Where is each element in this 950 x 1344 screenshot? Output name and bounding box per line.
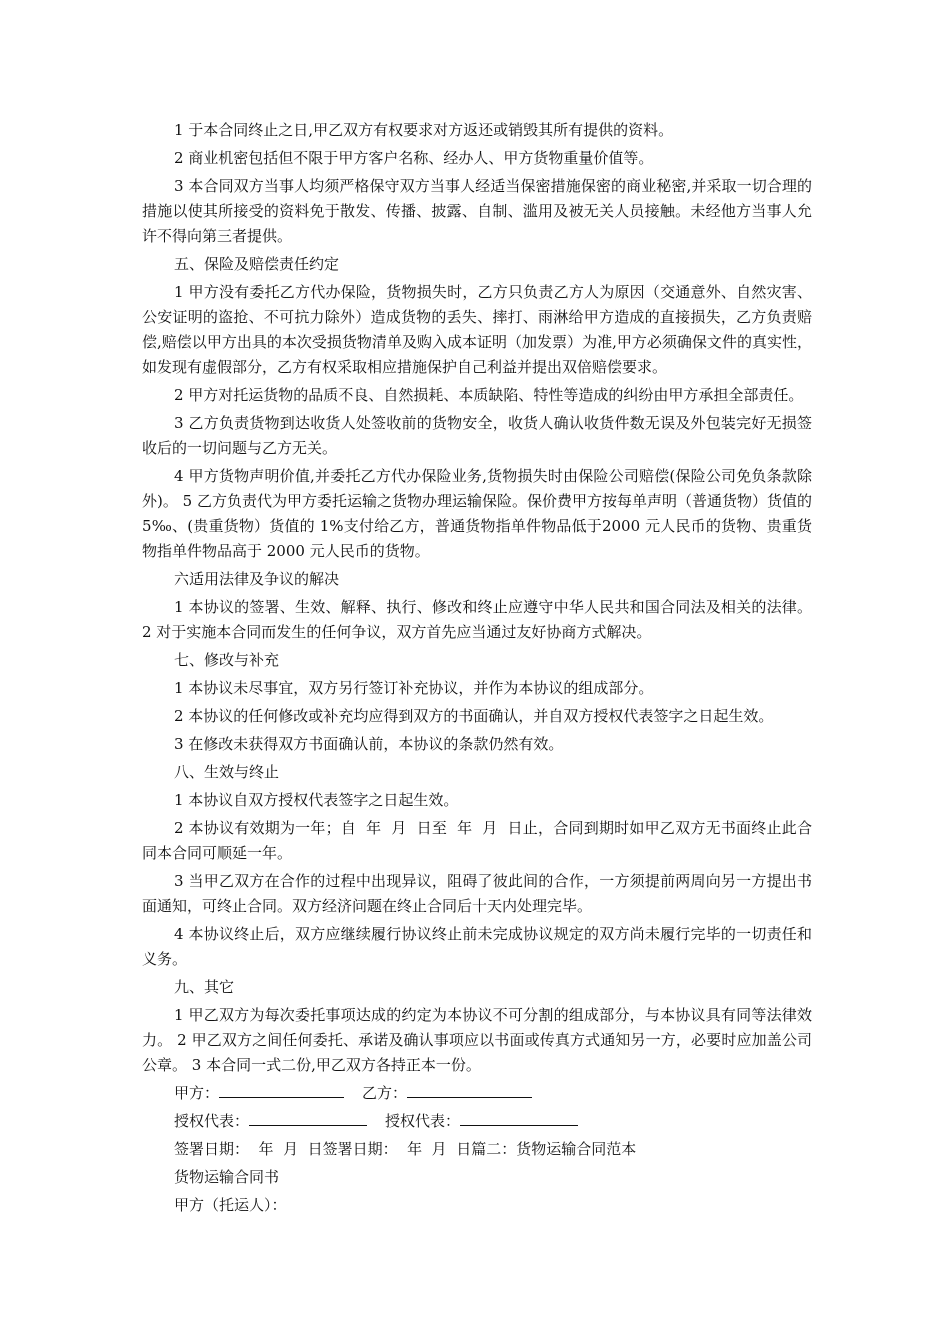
clause-paragraph: 4 本协议终止后，双方应继续履行协议终止前未完成协议规定的双方尚未履行完毕的一切责任和义务。 <box>142 925 812 968</box>
clause-paragraph: 4 甲方货物声明价值,并委托乙方代办保险业务,货物损失时由保险公司赔偿(保险公司免负条款除外)。 5 乙方负责代为甲方委托运输之货物办理运输保险。保价费甲方按每单声明（普通货物）货值的 5‰、(贵重货物）货值的 1%支付给乙方，普通货物指单件物品低于2000 元人民币的货物、贵重货物指单件物品高于 2000 元人民币的货物。 <box>142 467 817 560</box>
auth-rep-a-blank <box>249 1109 367 1126</box>
clause-paragraph: 1 本协议自双方授权代表签字之日起生效。 <box>174 791 459 809</box>
auth-rep-b-blank <box>460 1109 578 1126</box>
clause-paragraph: 2 商业机密包括但不限于甲方客户名称、经办人、甲方货物重量价值等。 <box>174 149 654 167</box>
party-a-label: 甲方： <box>174 1084 220 1102</box>
party-b-blank <box>407 1081 532 1098</box>
document-page <box>142 118 817 1221</box>
clause-paragraph: 1 甲方没有委托乙方代办保险，货物损失时，乙方只负责乙方人为原因（交通意外、自然灾害、公安证明的盗抢、不可抗力除外）造成货物的丢失、摔打、雨淋给甲方造成的直接损失，乙方负责赔偿,赔偿以甲方出具的本次受损货物清单及购入成本证明（加发票）为准,甲方必须确保文件的真实性，如发现有虚假部分，乙方有权采取相应措施保护自己利益并提出双倍赔偿要求。 <box>142 283 812 376</box>
clause-paragraph: 3 当甲乙双方在合作的过程中出现异议，阻碍了彼此间的合作，一方须提前两周向另一方提出书面通知，可终止合同。双方经济问题在终止合同后十天内处理完毕。 <box>142 872 812 915</box>
section-heading: 六适用法律及争议的解决 <box>174 570 340 588</box>
auth-rep-a-label: 授权代表： <box>174 1112 250 1130</box>
auth-rep-b-label: 授权代表： <box>385 1112 461 1130</box>
contract-body <box>142 118 817 1078</box>
clause-paragraph: 2 甲方对托运货物的品质不良、自然损耗、本质缺陷、特性等造成的纠纷由甲方承担全部责任。 <box>174 386 804 404</box>
clause-paragraph: 1 本协议的签署、生效、解释、执行、修改和终止应遵守中华人民共和国合同法及相关的法律。 2 对于实施本合同而发生的任何争议，双方首先应当通过友好协商方式解决。 <box>142 598 817 641</box>
section-heading: 五、保险及赔偿责任约定 <box>174 255 340 273</box>
party-signature-row <box>142 1081 812 1106</box>
clause-paragraph: 1 于本合同终止之日,甲乙双方有权要求对方返还或销毁其所有提供的资料。 <box>174 121 674 139</box>
clause-paragraph: 2 本协议有效期为一年；自 年 月 日至 年 月 日止，合同到期时如甲乙双方无书面终止此合同本合同可顺延一年。 <box>142 819 812 862</box>
section-heading: 七、修改与补充 <box>174 651 280 669</box>
clause-paragraph: 3 在修改未获得双方书面确认前，本协议的条款仍然有效。 <box>174 735 564 753</box>
section-heading: 八、生效与终止 <box>174 763 280 781</box>
shipper-label: 甲方（托运人）： <box>174 1196 287 1214</box>
clause-paragraph: 2 本协议的任何修改或补充均应得到双方的书面确认，并自双方授权代表签字之日起生效。 <box>174 707 774 725</box>
sign-date-line: 签署日期： 年 月 日签署日期： 年 月 日篇二：货物运输合同范本 <box>174 1140 637 1158</box>
clause-paragraph: 3 乙方负责货物到达收货人处签收前的货物安全，收货人确认收货件数无误及外包装完好无损签收后的一切问题与乙方无关。 <box>142 414 812 457</box>
auth-rep-row <box>142 1109 812 1134</box>
contract-title: 货物运输合同书 <box>174 1168 280 1186</box>
section-heading: 九、其它 <box>174 978 235 996</box>
party-b-label: 乙方： <box>362 1084 408 1102</box>
party-a-blank <box>219 1081 344 1098</box>
clause-paragraph: 1 本协议未尽事宜，双方另行签订补充协议，并作为本协议的组成部分。 <box>174 679 654 697</box>
clause-paragraph: 1 甲乙双方为每次委托事项达成的约定为本协议不可分割的组成部分，与本协议具有同等法律效力。 2 甲乙双方之间任何委托、承诺及确认事项应以书面或传真方式通知另一方，必要时应加盖公司公章。 3 本合同一式二份,甲乙双方各持正本一份。 <box>142 1006 812 1074</box>
clause-paragraph: 3 本合同双方当事人均须严格保守双方当事人经适当保密措施保密的商业秘密,并采取一切合理的措施以使其所接受的资料免于散发、传播、披露、自制、滥用及被无关人员接触。未经他方当事人允许不得向第三者提供。 <box>142 177 812 245</box>
